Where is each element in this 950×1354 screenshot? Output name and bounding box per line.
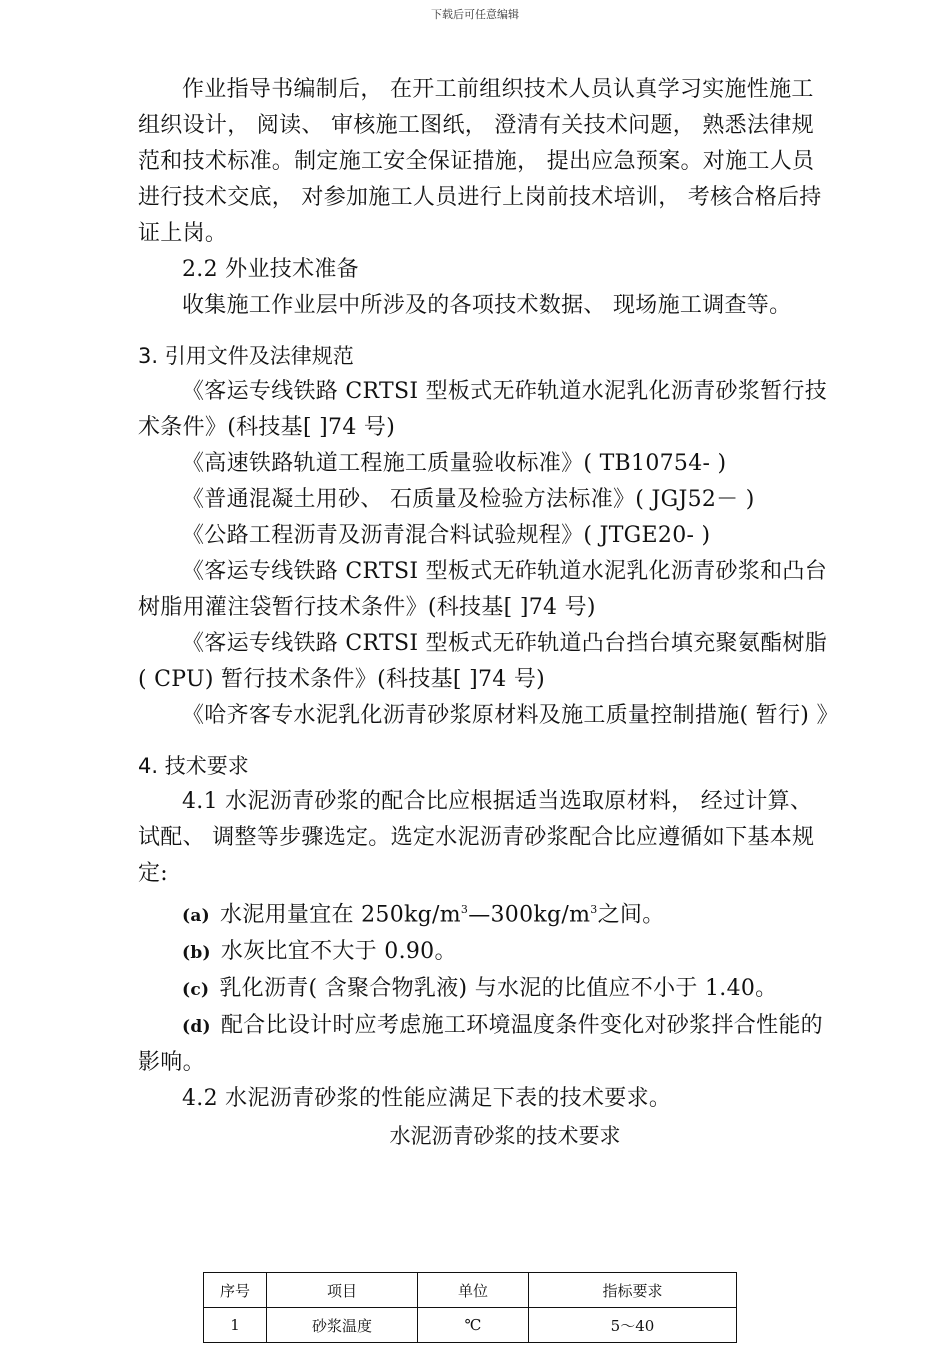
rule-text: 水泥用量宜在 250kg/m [220, 902, 461, 928]
rule-label: (c) [182, 980, 210, 1001]
reference-item: 《普通混凝土用砂、 石质量及检验方法标准》( JGJ52－ ) [182, 487, 755, 512]
rule-text: 之间。 [597, 902, 665, 928]
table-cell: 5～40 [529, 1308, 737, 1343]
table-header: 单位 [418, 1273, 529, 1308]
table-cell: 1 [204, 1308, 267, 1343]
rule-text: 水灰比宜不大于 0.90。 [220, 939, 457, 965]
reference-item: 《哈齐客专水泥乳化沥青砂浆原材料及施工质量控制措施( 暂行) 》 [182, 703, 839, 728]
reference-item: 《高速铁路轨道工程施工质量验收标准》( TB10754- ) [182, 451, 727, 476]
rule-item-d [138, 1008, 828, 1081]
rule-item-b [138, 934, 828, 971]
reference-item: 《公路工程沥青及沥青混合料试验规程》( JTGE20- ) [182, 523, 711, 548]
requirements-table [203, 1272, 737, 1343]
section-2-2-text: 收集施工作业层中所涉及的各项技术数据、 现场施工调查等。 [182, 293, 792, 318]
table-header: 项目 [267, 1273, 418, 1308]
rule-label: (a) [182, 906, 211, 927]
table-caption: 水泥沥青砂浆的技术要求 [389, 1124, 621, 1149]
table-header-row [204, 1273, 737, 1308]
reference-item: 《客运专线铁路 CRTSI 型板式无砟轨道水泥乳化沥青砂浆暂行技术条件》(科技基[ ]74 号) [138, 379, 828, 440]
section-4-title: 4. 技术要求 [138, 754, 249, 778]
table-row [204, 1308, 737, 1343]
superscript: 3 [590, 903, 598, 916]
table-header: 序号 [204, 1273, 267, 1308]
page-header: 下载后可任意编辑 [431, 8, 519, 21]
rule-text: 乳化沥青( 含聚合物乳液) 与水泥的比值应不小于 1.40。 [219, 976, 778, 1002]
reference-item: 《客运专线铁路 CRTSI 型板式无砟轨道水泥乳化沥青砂浆和凸台树脂用灌注袋暂行技术条件》(科技基[ ]74 号) [138, 559, 828, 620]
section-4-2-text: 4.2 水泥沥青砂浆的性能应满足下表的技术要求。 [182, 1086, 672, 1112]
section-3-title: 3. 引用文件及法律规范 [138, 344, 354, 368]
reference-item: 《客运专线铁路 CRTSI 型板式无砟轨道凸台挡台填充聚氨酯树脂( CPU) 暂行技术条件》(科技基[ ]74 号) [138, 631, 828, 692]
table-cell: 砂浆温度 [267, 1308, 418, 1343]
rule-text: —300kg/m [468, 902, 591, 928]
intro-paragraph: 作业指导书编制后， 在开工前组织技术人员认真学习实施性施工组织设计， 阅读、 审核施工图纸， 澄清有关技术问题， 熟悉法律规范和技术标准。制定施工安全保证措施， 提出应急预案。对施工人员进行技术交底， 对参加施工人员进行上岗前技术培训， 考核合格后持证上岗。 [138, 77, 822, 246]
table-cell: ℃ [418, 1308, 529, 1343]
rule-text: 配合比设计时应考虑施工环境温度条件变化对砂浆拌合性能的影响。 [138, 1013, 823, 1076]
section-2-2-title: 2.2 外业技术准备 [182, 257, 359, 282]
document-body [138, 72, 839, 1174]
rule-label: (b) [182, 943, 211, 964]
rule-label: (d) [182, 1017, 211, 1038]
rule-item-c [138, 971, 828, 1008]
table-header: 指标要求 [529, 1273, 737, 1308]
superscript: 3 [460, 903, 469, 916]
section-4-1-text: 4.1 水泥沥青砂浆的配合比应根据适当选取原材料， 经过计算、 试配、 调整等步骤选定。选定水泥沥青砂浆配合比应遵循如下基本规定: [138, 789, 815, 886]
rule-item-a [138, 892, 828, 934]
